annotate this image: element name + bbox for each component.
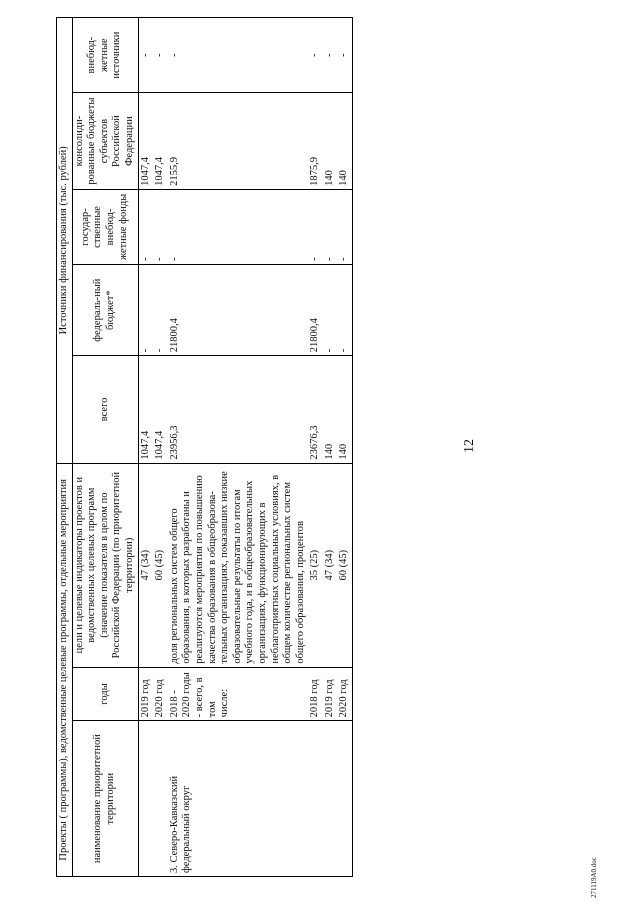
regional-cell: 1875,9 xyxy=(308,93,323,190)
goals-cell: 60 (45) xyxy=(337,463,352,667)
regional-cell: 2155,9 xyxy=(168,93,309,190)
document-code: 271119A0.doc xyxy=(590,857,598,898)
federal-cell: 21800,4 xyxy=(308,265,323,356)
years-header: годы xyxy=(72,667,138,721)
total-cell: 140 xyxy=(323,356,338,463)
federal-cell: - xyxy=(323,265,338,356)
table-row xyxy=(337,18,352,877)
regional-header: консолиди-рованные бюджеты субъектов Российской Федерации xyxy=(72,93,138,190)
funding-table xyxy=(56,17,353,877)
table-row xyxy=(308,18,323,877)
total-cell: 140 xyxy=(337,356,352,463)
goals-cell: 60 (45) xyxy=(153,463,168,667)
goals-cell: 47 (34) xyxy=(138,463,153,667)
goals-cell: 47 (34) xyxy=(323,463,338,667)
years-cell: 2018 - 2020 годы - всего, в том числе: xyxy=(168,667,309,721)
extra-cell: - xyxy=(308,18,323,93)
rotated-table-container xyxy=(56,7,640,877)
total-header: всего xyxy=(72,356,138,463)
territory-cell xyxy=(308,721,323,877)
regional-cell: 1047,4 xyxy=(153,93,168,190)
table-row xyxy=(138,18,153,877)
goals-cell: доля региональных систем общего образования, в которых разработаны и реализуются мероприятия по повышению качества образования в общеобразова-тельных организациях, показавших низкие образовательные результаты по итогам учебного года, и в общеобразовательных организациях, функционирующих в неблагоприятных социальных условиях, в общем количестве региональных систем общего образования, процентов xyxy=(168,463,309,667)
state-funds-cell: - xyxy=(308,189,323,264)
years-cell: 2019 год xyxy=(323,667,338,721)
programs-header: Проекты ( программы), ведомственные целевые программы, отдельные мероприятия xyxy=(57,463,73,876)
territory-cell: 3. Северо-Кавказский федеральный округ xyxy=(168,721,309,877)
goals-cell: 35 (25) xyxy=(308,463,323,667)
goals-header: цели и целевые индикаторы проектов и ведомственных целевых программ (значение показателя в целом по Российской Федерации (по приоритетной территории) xyxy=(72,463,138,667)
extra-cell: - xyxy=(153,18,168,93)
territory-cell xyxy=(337,721,352,877)
territory-cell xyxy=(323,721,338,877)
total-cell: 23956,3 xyxy=(168,356,309,463)
regional-cell: 140 xyxy=(337,93,352,190)
years-cell: 2020 год xyxy=(337,667,352,721)
table-row xyxy=(153,18,168,877)
state-funds-header: государ-ственные внебюд-жетные фонды xyxy=(72,189,138,264)
state-funds-cell: - xyxy=(153,189,168,264)
years-cell: 2020 год xyxy=(153,667,168,721)
funding-header: Источники финансирования (тыс. рублей) xyxy=(57,18,73,464)
federal-cell: - xyxy=(138,265,153,356)
total-cell: 23676,3 xyxy=(308,356,323,463)
extra-cell: - xyxy=(323,18,338,93)
years-cell: 2018 год xyxy=(308,667,323,721)
federal-cell: - xyxy=(153,265,168,356)
total-cell: 1047,4 xyxy=(153,356,168,463)
regional-cell: 140 xyxy=(323,93,338,190)
extra-header: внебюд-жетные источники xyxy=(72,18,138,93)
state-funds-cell: - xyxy=(323,189,338,264)
extra-cell: - xyxy=(138,18,153,93)
territory-cell xyxy=(153,721,168,877)
federal-cell: 21800,4 xyxy=(168,265,309,356)
territory-cell xyxy=(138,721,153,877)
years-cell: 2019 год xyxy=(138,667,153,721)
page-number: 12 xyxy=(462,439,477,453)
extra-cell: - xyxy=(337,18,352,93)
total-cell: 1047,4 xyxy=(138,356,153,463)
state-funds-cell: - xyxy=(168,189,309,264)
extra-cell: - xyxy=(168,18,309,93)
federal-header: федераль-ный бюджет* xyxy=(72,265,138,356)
table-row xyxy=(168,18,309,877)
regional-cell: 1047,4 xyxy=(138,93,153,190)
federal-cell: - xyxy=(337,265,352,356)
state-funds-cell: - xyxy=(337,189,352,264)
territory-header: наименование приоритетной территории xyxy=(72,721,138,877)
state-funds-cell: - xyxy=(138,189,153,264)
table-row xyxy=(323,18,338,877)
